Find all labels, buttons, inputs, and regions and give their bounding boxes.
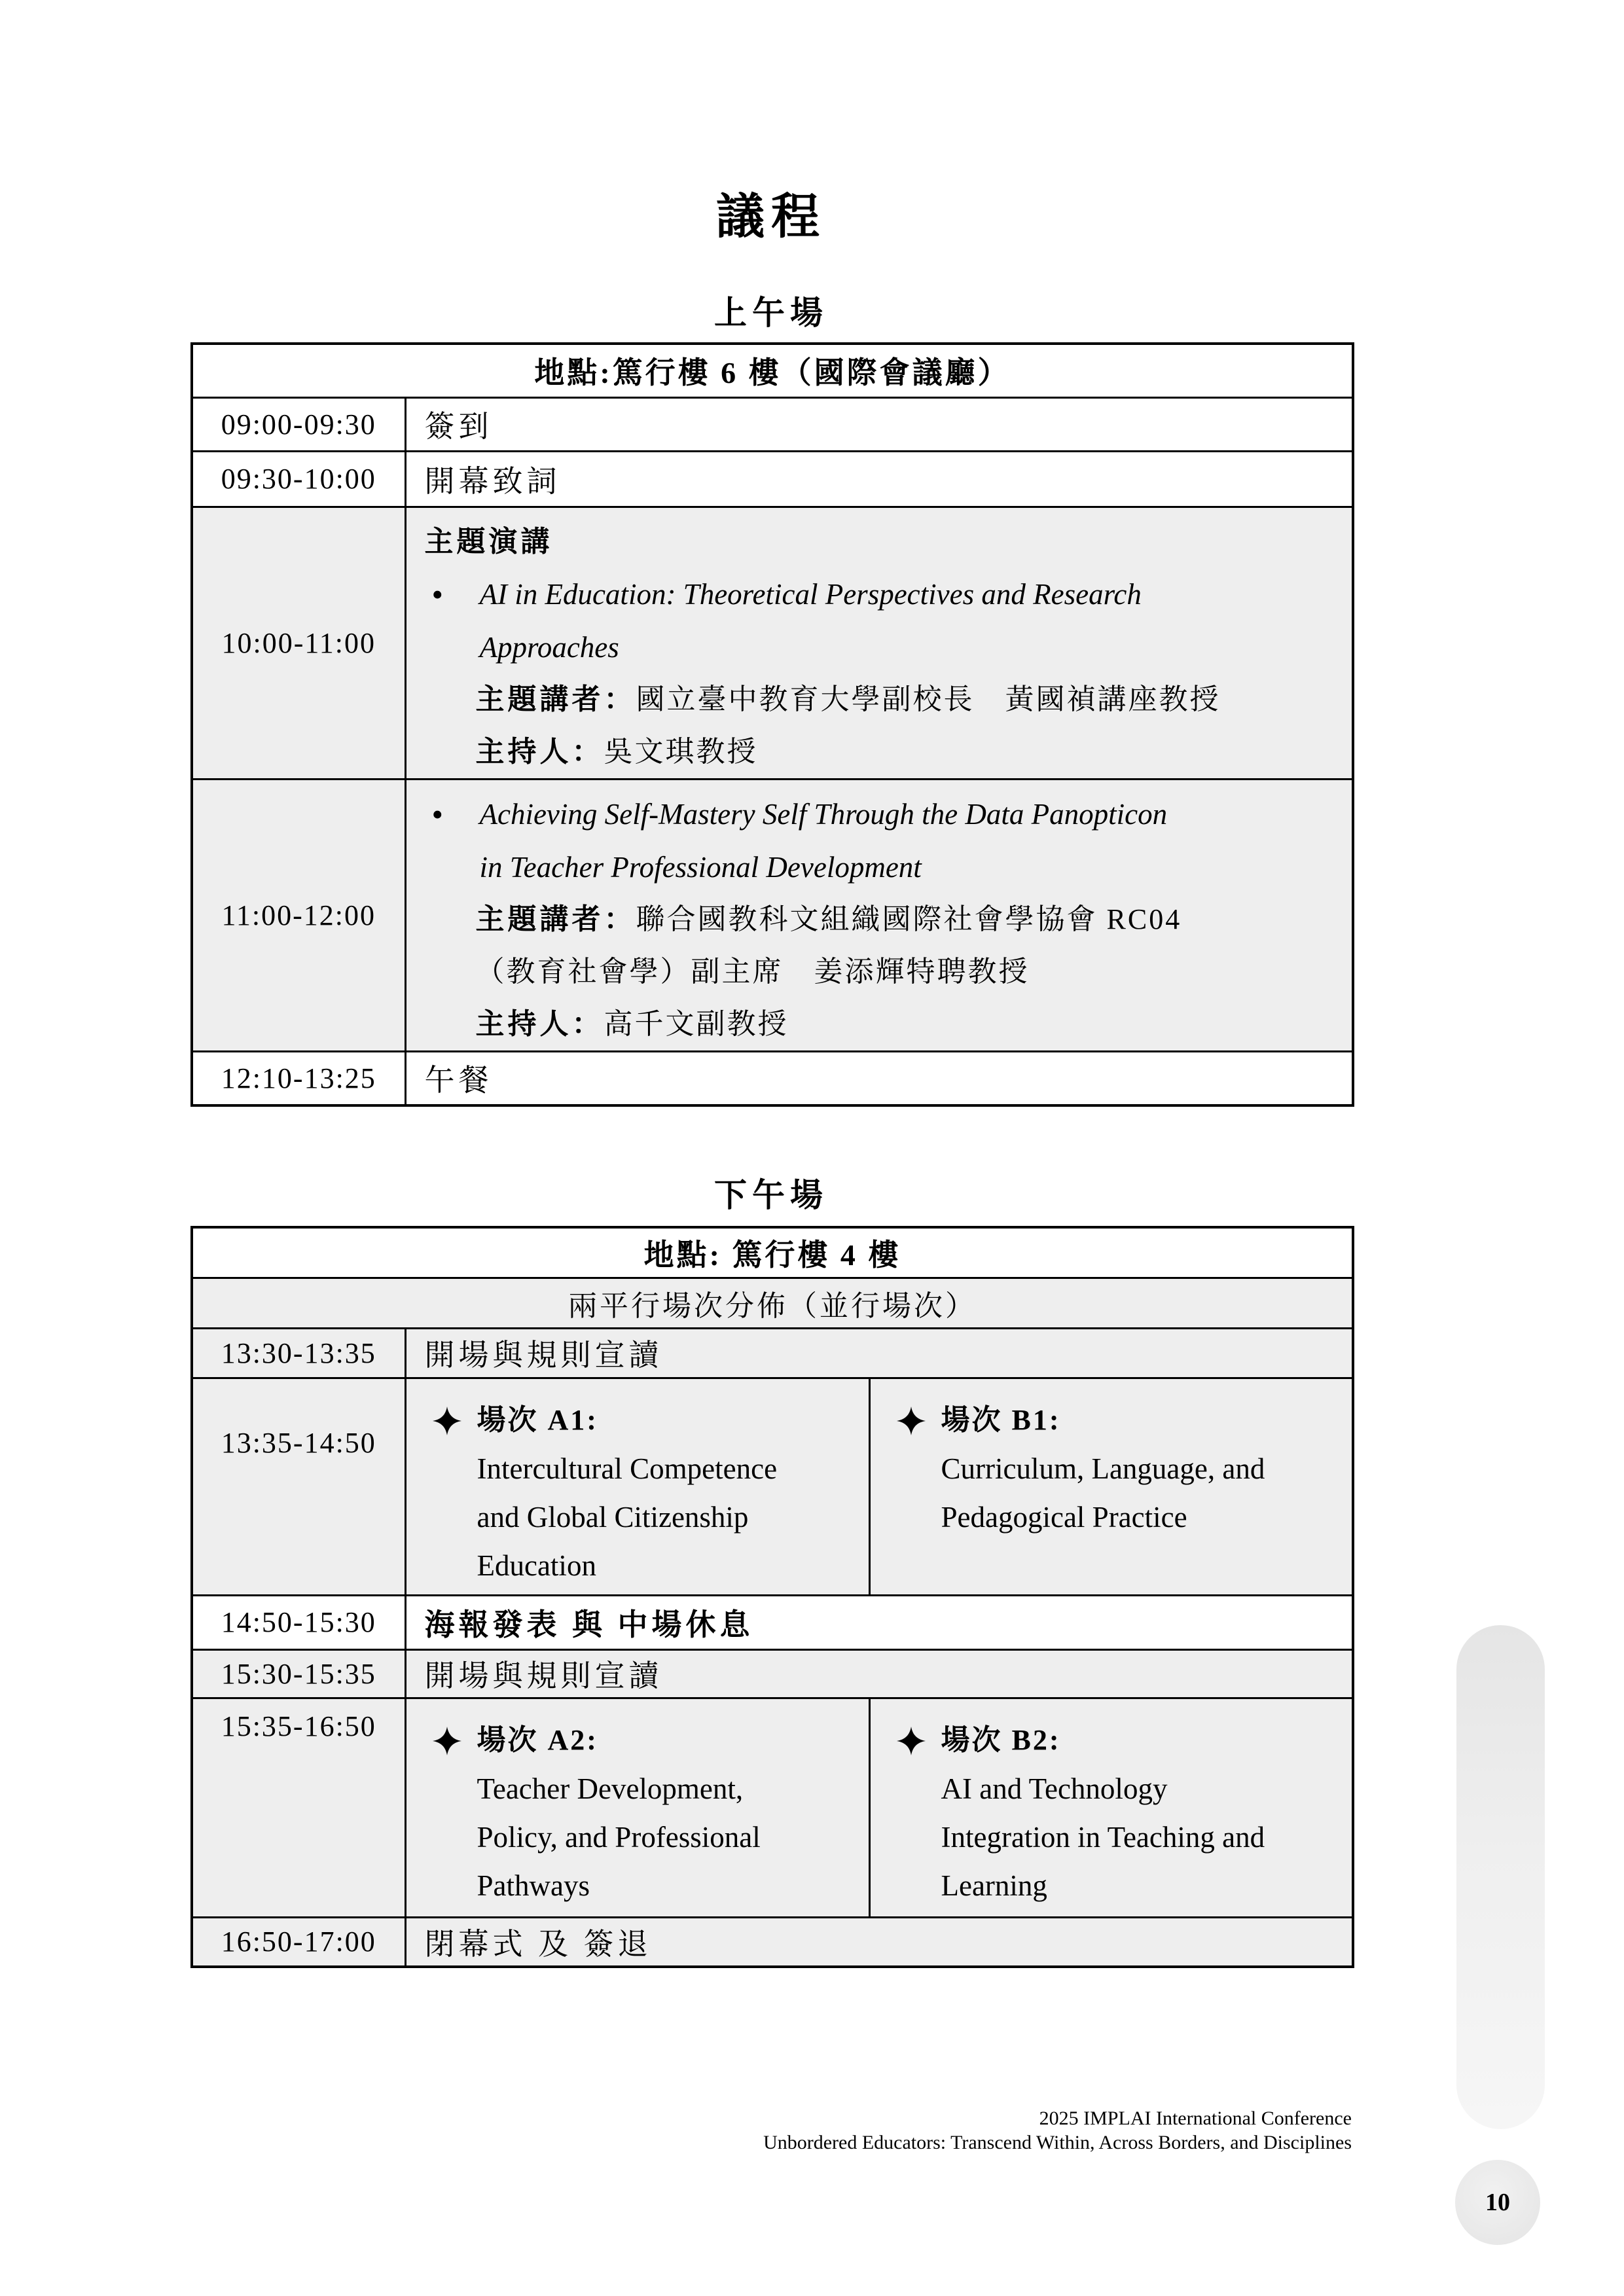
footer-conference-theme: Unbordered Educators: Transcend Within, Across Borders, and Disciplines xyxy=(763,2132,1352,2153)
keynote2-row xyxy=(192,779,1353,1051)
keynote1-time: 10:00-11:00 xyxy=(192,507,405,779)
session-a1-desc-line: Intercultural Competence xyxy=(477,1452,778,1485)
page-footer xyxy=(763,2106,1352,2155)
four-point-star-icon xyxy=(897,1727,926,1755)
afternoon-agenda-table xyxy=(190,1226,1354,1968)
decorative-side-pill xyxy=(1456,1625,1545,2129)
keynote2-content xyxy=(405,779,1353,1051)
session-a1-desc-line: Education xyxy=(477,1549,596,1582)
keynote2-time: 11:00-12:00 xyxy=(192,779,405,1051)
keynote2-speaker-line1: 主題講者：聯合國教科文組織國際社會學協會 RC04 xyxy=(475,903,1182,935)
lunch-time: 12:10-13:25 xyxy=(192,1051,405,1105)
session-a1-cell xyxy=(405,1378,869,1595)
poster-time: 14:50-15:30 xyxy=(192,1595,405,1649)
session-b2-desc-line: AI and Technology xyxy=(941,1772,1168,1805)
session-b2-cell xyxy=(869,1698,1353,1917)
lunch-label: 午餐 xyxy=(405,1051,1353,1105)
session-a1-desc-line: and Global Citizenship xyxy=(477,1500,749,1534)
footer-conference-name: 2025 IMPLAI International Conference xyxy=(1039,2108,1352,2129)
session-a2-cell xyxy=(405,1698,869,1917)
signin-row xyxy=(192,397,1353,451)
keynote1-row xyxy=(192,507,1353,779)
four-point-star-icon xyxy=(433,1407,461,1435)
session-a2-desc-line: Pathways xyxy=(477,1869,590,1902)
speaker-label: 主題講者： xyxy=(475,903,636,935)
morning-agenda-table xyxy=(190,342,1354,1107)
dot-bullet-icon: • xyxy=(431,795,444,833)
session-b2-desc-line: Integration in Teaching and xyxy=(941,1820,1265,1854)
parallel-note-row xyxy=(192,1278,1353,1328)
opening1-time: 13:30-13:35 xyxy=(192,1328,405,1378)
session-b1-cell xyxy=(869,1378,1353,1595)
session-b1-desc-line: Pedagogical Practice xyxy=(941,1500,1187,1534)
block1-time: 13:35-14:50 xyxy=(192,1378,405,1595)
session-b2-desc-line: Learning xyxy=(941,1869,1047,1902)
keynote2-title-line1: • Achieving Self-Mastery Self Through the Data Panopticon xyxy=(406,788,1333,841)
host-label: 主持人： xyxy=(475,1007,604,1040)
session-a1-label-line: 場次 A1: xyxy=(406,1396,856,1444)
keynote1-title-line2: Approaches xyxy=(479,630,619,664)
opening-label: 開幕致詞 xyxy=(405,451,1353,507)
parallel-block1-row xyxy=(192,1378,1353,1595)
closing-row xyxy=(192,1917,1353,1967)
poster-break-row xyxy=(192,1595,1353,1649)
parallel-note: 兩平行場次分佈（並行場次） xyxy=(192,1278,1353,1328)
keynote2-host-line: 主持人：高千文副教授 xyxy=(475,1007,789,1040)
session-b2-label-line: 場次 B2: xyxy=(871,1716,1339,1765)
morning-session-heading: 上午場 xyxy=(714,295,828,331)
parallel-block2-row xyxy=(192,1698,1353,1917)
keynote2-speaker-line2: （教育社會學）副主席 姜添輝特聘教授 xyxy=(475,955,1030,988)
speaker-label: 主題講者： xyxy=(475,683,636,715)
four-point-star-icon xyxy=(433,1727,461,1755)
keynote-section-heading: 主題演講 xyxy=(424,525,553,558)
host-label: 主持人： xyxy=(475,735,604,768)
lunch-row xyxy=(192,1051,1353,1105)
opening-remarks-row xyxy=(192,451,1353,507)
four-point-star-icon xyxy=(897,1407,926,1435)
session-a2-label-line: 場次 A2: xyxy=(406,1716,856,1765)
page-number: 10 xyxy=(1485,2189,1510,2216)
session-b1-label-line: 場次 B1: xyxy=(871,1396,1339,1444)
opening-time: 09:30-10:00 xyxy=(192,451,405,507)
poster-label: 海報發表 與 中場休息 xyxy=(405,1595,1353,1649)
opening1-row xyxy=(192,1328,1353,1378)
opening2-time: 15:30-15:35 xyxy=(192,1649,405,1698)
dot-bullet-icon: • xyxy=(431,575,444,613)
keynote2-title-line2: in Teacher Professional Development xyxy=(479,850,922,884)
signin-time: 09:00-09:30 xyxy=(192,397,405,451)
session-a2-desc-line: Teacher Development, xyxy=(477,1772,744,1805)
opening2-label: 開場與規則宣讀 xyxy=(405,1649,1353,1698)
session-a2-desc-line: Policy, and Professional xyxy=(477,1820,761,1854)
page-number-badge xyxy=(1455,2160,1540,2245)
session-b1-desc-line: Curriculum, Language, and xyxy=(941,1452,1265,1485)
opening1-label: 開場與規則宣讀 xyxy=(405,1328,1353,1378)
page-title: 議程 xyxy=(716,190,826,244)
morning-location-row xyxy=(192,344,1353,397)
block2-time: 15:35-16:50 xyxy=(192,1698,405,1917)
afternoon-location-row xyxy=(192,1227,1353,1278)
opening2-row xyxy=(192,1649,1353,1698)
keynote1-speaker-line: 主題講者：國立臺中教育大學副校長 黃國禎講座教授 xyxy=(475,683,1221,715)
closing-time: 16:50-17:00 xyxy=(192,1917,405,1967)
morning-location: 地點:篤行樓 6 樓（國際會議廳） xyxy=(192,344,1353,397)
keynote1-content xyxy=(405,507,1353,779)
closing-label: 閉幕式 及 簽退 xyxy=(405,1917,1353,1967)
signin-label: 簽到 xyxy=(405,397,1353,451)
keynote1-title-line1: • AI in Education: Theoretical Perspectives and Research xyxy=(406,568,1333,621)
keynote1-host-line: 主持人：吳文琪教授 xyxy=(475,735,758,768)
afternoon-location: 地點: 篤行樓 4 樓 xyxy=(192,1227,1353,1278)
afternoon-session-heading: 下午場 xyxy=(714,1177,828,1213)
